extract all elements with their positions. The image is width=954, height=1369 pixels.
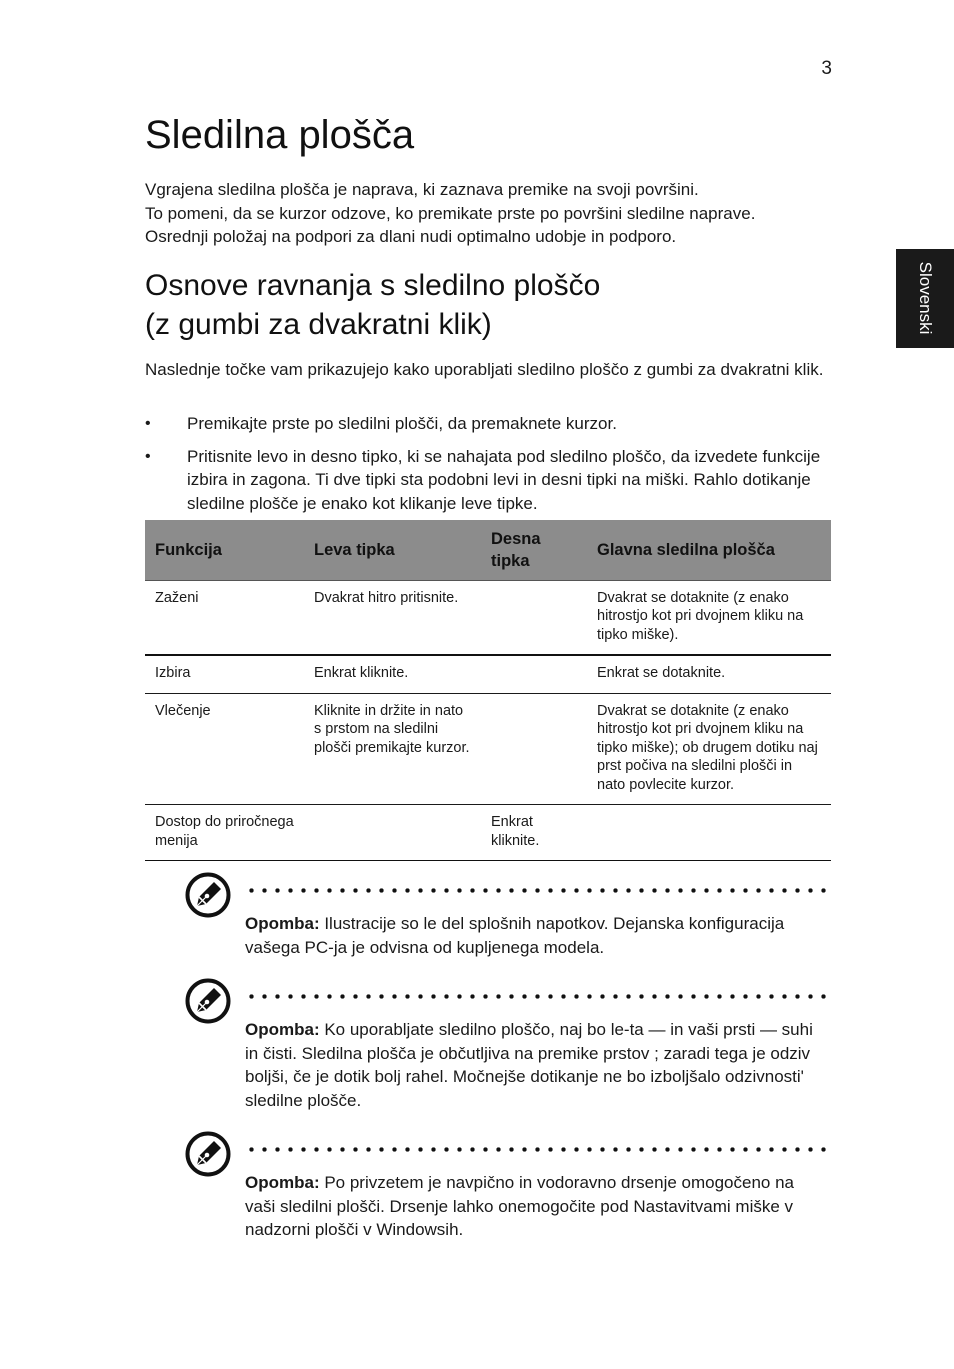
table-cell: Enkrat se dotaknite. (587, 655, 831, 693)
table-header-row (145, 520, 831, 580)
note-divider (245, 888, 831, 893)
note-pen-icon (185, 872, 231, 918)
note-text (245, 912, 825, 959)
section-lead: Naslednje točke vam prikazujejo kako uporabljati sledilno ploščo z gumbi za dvakratni klik. (145, 360, 824, 379)
table-cell: Dvakrat se dotaknite (z enako hitrostjo kot pri dvojnem kliku na tipko miške); ob drugem dotiku naj prst počiva na sledilni plošči in nato povlecite kurzor. (587, 693, 831, 805)
table-cell: Dvakrat hitro pritisnite. (304, 580, 481, 655)
table-row (145, 580, 831, 655)
table-cell: Enkrat kliknite. (304, 655, 481, 693)
note-label: Opomba: (245, 1173, 320, 1192)
table-cell (304, 805, 481, 861)
note-pen-icon (185, 978, 231, 1024)
table-cell (587, 805, 831, 861)
list-item-text: Pritisnite levo in desno tipko, ki se nahajata pod sledilno ploščo, da izvedete funkcije izbira in zagona. Ti dve tipki sta podobni levi in desni tipki na miški. Rahlo dotikanje sledilne plošče je enako kot klikanje leve tipke. (187, 446, 821, 513)
note-label: Opomba: (245, 914, 320, 933)
table-cell (481, 580, 587, 655)
note-body: Ko uporabljate sledilno ploščo, naj bo le-ta — in vaši prsti — suhi in čisti. Sledilna plošča je občutljiva na premike prstov ; zaradi tega je odziv boljši, če je dotik bolj rahel. Močnejše dotikanje ne bo izboljšalo odzivnosti' sledilne plošče. (245, 1020, 813, 1110)
bullet-list (145, 412, 835, 524)
table-row (145, 693, 831, 805)
table-row (145, 805, 831, 861)
intro-line: Osrednji položaj na podpori za dlani nudi optimalno udobje in podporo. (145, 227, 677, 246)
intro-paragraph (145, 178, 845, 249)
bullet-symbol: • (145, 447, 151, 465)
table-cell: Dvakrat se dotaknite (z enako hitrostjo kot pri dvojnem kliku na tipko miške). (587, 580, 831, 655)
note-pen-icon (185, 1131, 231, 1177)
page-title: Sledilna plošča (145, 113, 415, 157)
table-header-cell: Desna tipka (481, 520, 587, 580)
list-item (145, 412, 835, 436)
section-title-line: Osnove ravnanja s sledilno ploščo (145, 269, 601, 302)
note-label: Opomba: (245, 1020, 320, 1039)
language-side-tab (896, 249, 954, 348)
table-cell: Dostop do priročnega menija (145, 805, 304, 861)
table-cell: Zaženi (145, 580, 304, 655)
list-item-text: Premikajte prste po sledilni plošči, da premaknete kurzor. (187, 414, 617, 433)
table-cell (481, 693, 587, 805)
note-text (245, 1018, 825, 1112)
table-cell: Izbira (145, 655, 304, 693)
note-body: Ilustracije so le del splošnih napotkov. Dejanska konfiguracija vašega PC-ja je odvisna od kupljenega modela. (245, 914, 785, 957)
list-item (145, 445, 835, 516)
intro-line: Vgrajena sledilna plošča je naprava, ki zaznava premike na svoji površini. (145, 180, 699, 199)
table-cell: Kliknite in držite in nato s prstom na sledilni plošči premikajte kurzor. (304, 693, 481, 805)
table-cell: Vlečenje (145, 693, 304, 805)
language-side-tab-label: Slovenski (916, 261, 935, 335)
note-divider (245, 1147, 831, 1152)
table-cell (481, 655, 587, 693)
touchpad-functions-table (145, 520, 831, 861)
intro-line: To pomeni, da se kurzor odzove, ko premikate prste po površini sledilne naprave. (145, 203, 756, 223)
table-row (145, 655, 831, 693)
note-body: Po privzetem je navpično in vodoravno drsenje omogočeno na vaši sledilni plošči. Drsenje lahko onemogočite pod Nastavitvami miške v nadzorni plošči v Windowsih. (245, 1173, 795, 1239)
table-header-cell: Leva tipka (304, 520, 481, 580)
page-number: 3 (821, 58, 832, 79)
table-header-cell: Funkcija (145, 520, 304, 580)
table-header-cell: Glavna sledilna plošča (587, 520, 831, 580)
bullet-symbol: • (145, 415, 151, 432)
note-divider (245, 994, 831, 999)
section-title-line: (z gumbi za dvakratni klik) (145, 308, 492, 341)
table-cell: Enkrat kliknite. (481, 805, 587, 861)
section-title (145, 266, 845, 344)
note-text (245, 1171, 825, 1242)
